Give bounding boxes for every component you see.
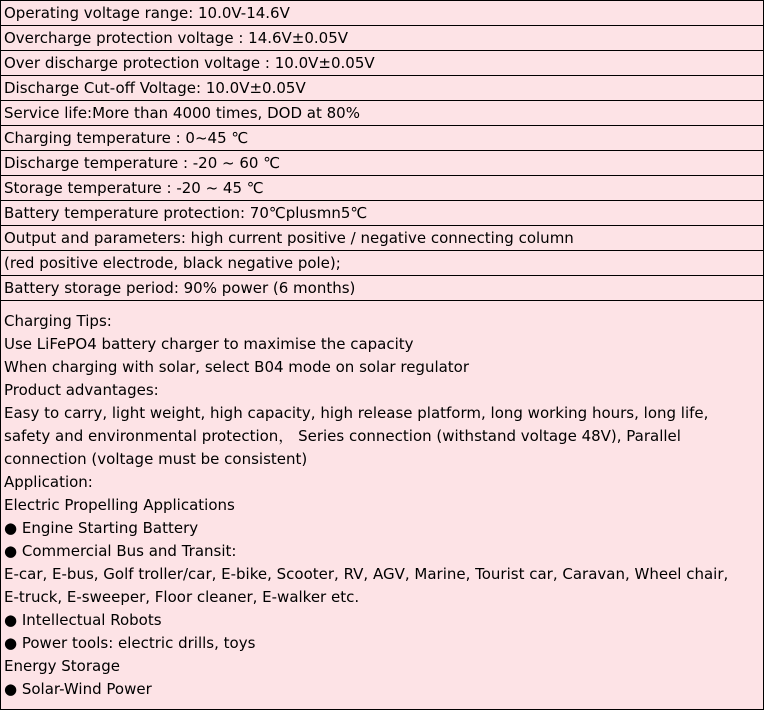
spec-text: Storage temperature : -20 ~ 45 ℃ [4, 179, 264, 197]
spec-row-discharge-temperature [1, 151, 763, 176]
spec-row-service-life [1, 101, 763, 126]
spec-row-overcharge-voltage [1, 26, 763, 51]
notes-line: When charging with solar, select B04 mode on solar regulator [4, 358, 470, 376]
spec-row-storage-period [1, 276, 763, 301]
spec-text: Output and parameters: high current positive / negative connecting column [4, 229, 574, 247]
notes-heading-product-advantages: Product advantages: [4, 381, 159, 399]
spec-row-charging-temperature [1, 126, 763, 151]
spec-text: Battery temperature protection: 70℃plusmn5℃ [4, 204, 368, 222]
notes-bullet-item: ● Commercial Bus and Transit: [4, 542, 237, 560]
notes-bullet-item: ● Intellectual Robots [4, 611, 162, 629]
spec-row-over-discharge-voltage [1, 51, 763, 76]
notes-line: E-car, E-bus, Golf troller/car, E-bike, Scooter, RV, AGV, Marine, Tourist car, Caravan, Wheel chair, [4, 565, 729, 583]
notes-bullet-item: ● Solar-Wind Power [4, 680, 152, 698]
notes-line: Use LiFePO4 battery charger to maximise the capacity [4, 335, 414, 353]
notes-section [1, 301, 763, 701]
spec-row-output-parameters [1, 226, 763, 251]
spec-row-temperature-protection [1, 201, 763, 226]
spec-text: Discharge temperature : -20 ~ 60 ℃ [4, 154, 281, 172]
spec-text: Discharge Cut-off Voltage: 10.0V±0.05V [4, 79, 306, 97]
notes-heading-energy-storage: Energy Storage [4, 657, 120, 675]
spec-row-operating-voltage [1, 1, 763, 26]
spec-row-discharge-cutoff [1, 76, 763, 101]
notes-line: Electric Propelling Applications [4, 496, 235, 514]
notes-line: Easy to carry, light weight, high capacity, high release platform, long working hours, long life, [4, 404, 709, 422]
spec-text: Battery storage period: 90% power (6 months) [4, 279, 356, 297]
notes-line: E-truck, E-sweeper, Floor cleaner, E-walker etc. [4, 588, 360, 606]
spec-text: Over discharge protection voltage : 10.0V±0.05V [4, 54, 375, 72]
spec-text: Service life:More than 4000 times, DOD at 80% [4, 104, 360, 122]
notes-heading-charging-tips: Charging Tips: [4, 312, 112, 330]
notes-line: connection (voltage must be consistent) [4, 450, 308, 468]
notes-bullet-item: ● Engine Starting Battery [4, 519, 199, 537]
notes-bullet-item: ● Power tools: electric drills, toys [4, 634, 256, 652]
spec-row-storage-temperature [1, 176, 763, 201]
spec-text: (red positive electrode, black negative pole); [4, 254, 341, 272]
spec-row-electrode-note [1, 251, 763, 276]
spec-text: Overcharge protection voltage : 14.6V±0.05V [4, 29, 349, 47]
notes-heading-application: Application: [4, 473, 93, 491]
spec-text: Charging temperature : 0~45 ℃ [4, 129, 249, 147]
notes-line: safety and environmental protection， Series connection (withstand voltage 48V), Parallel [4, 427, 681, 445]
spec-text: Operating voltage range: 10.0V-14.6V [4, 4, 290, 22]
